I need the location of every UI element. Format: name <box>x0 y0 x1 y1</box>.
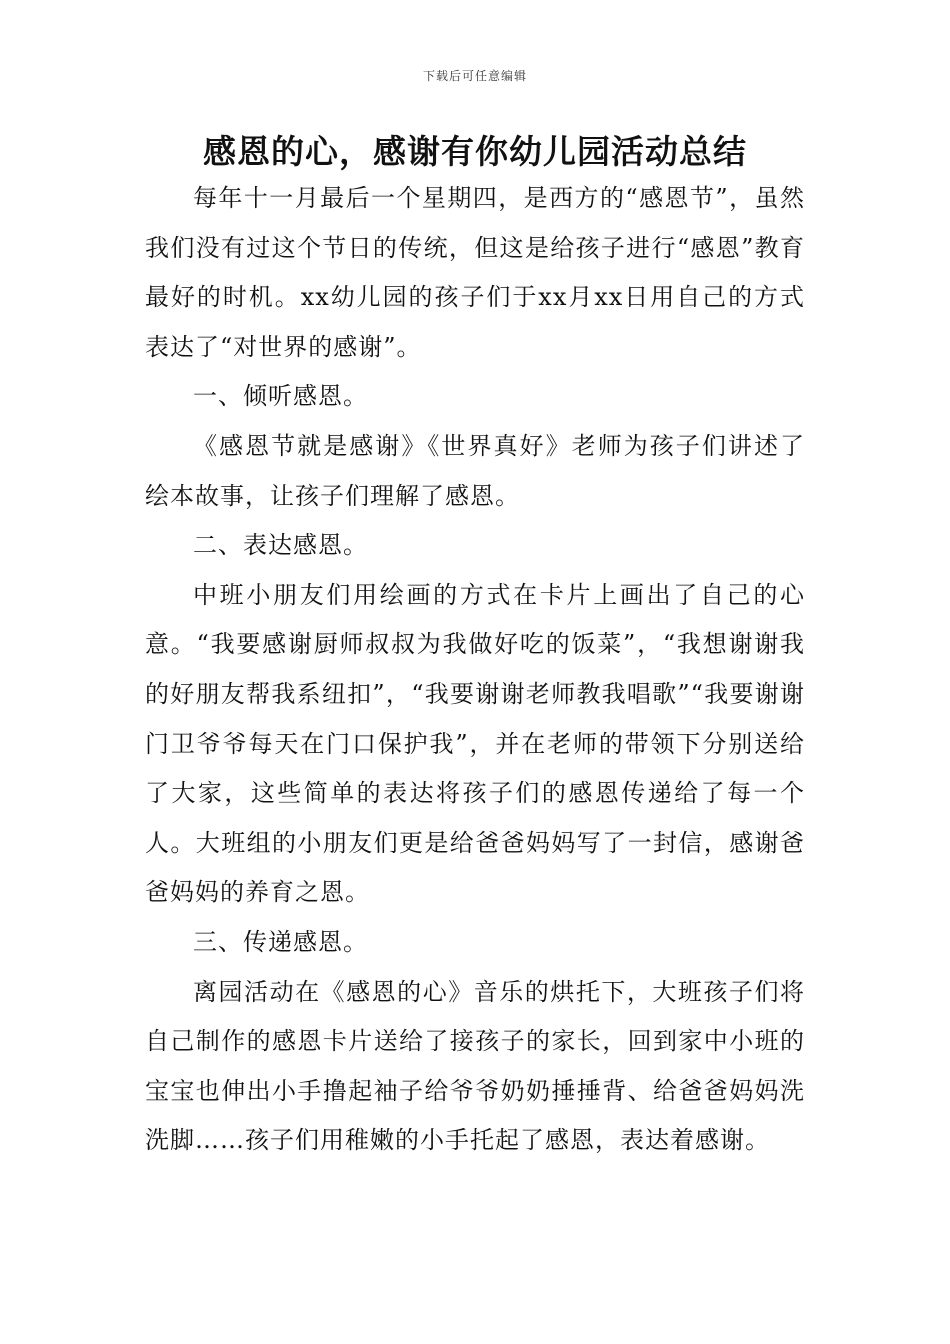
intro-paragraph: 每年十一月最后一个星期四，是西方的“感恩节”，虽然我们没有过这个节日的传统，但这是给孩子进行“感恩”教育最好的时机。xx幼儿园的孩子们于xx月xx日用自己的方式表达了“对世界的感谢”。 <box>145 184 805 361</box>
section-body-pass-on: 离园活动在《感恩的心》音乐的烘托下，大班孩子们将自己制作的感恩卡片送给了接孩子的家长，回到家中小班的宝宝也伸出小手撸起袖子给爷爷奶奶捶捶背、给爸爸妈妈洗洗脚……孩子们用稚嫩的小手托起了感恩，表达着感谢。 <box>145 977 805 1155</box>
section-body-listen: 《感恩节就是感谢》《世界真好》老师为孩子们讲述了绘本故事，让孩子们理解了感恩。 <box>145 431 805 510</box>
section-heading-express: 二、表达感恩。 <box>193 531 368 560</box>
header-note: 下载后可任意编辑 <box>422 69 527 83</box>
section-heading-listen: 一、倾听感恩。 <box>193 382 368 411</box>
section-heading-pass-on: 三、传递感恩。 <box>193 927 368 956</box>
document-title: 感恩的心，感谢有你幼儿园活动总结 <box>203 132 747 171</box>
document-body <box>145 174 805 1166</box>
section-body-express: 中班小朋友们用绘画的方式在卡片上画出了自己的心意。“我要感谢厨师叔叔为我做好吃的饭菜”，“我想谢谢我的好朋友帮我系纽扣”，“我要谢谢老师教我唱歌”“我要谢谢门卫爷爷每天在门口保护我”，并在老师的带领下分别送给了大家，这些简单的表达将孩子们的感恩传递给了每一个人。大班组的小朋友们更是给爸爸妈妈写了一封信，感谢爸爸妈妈的养育之恩。 <box>145 580 805 907</box>
